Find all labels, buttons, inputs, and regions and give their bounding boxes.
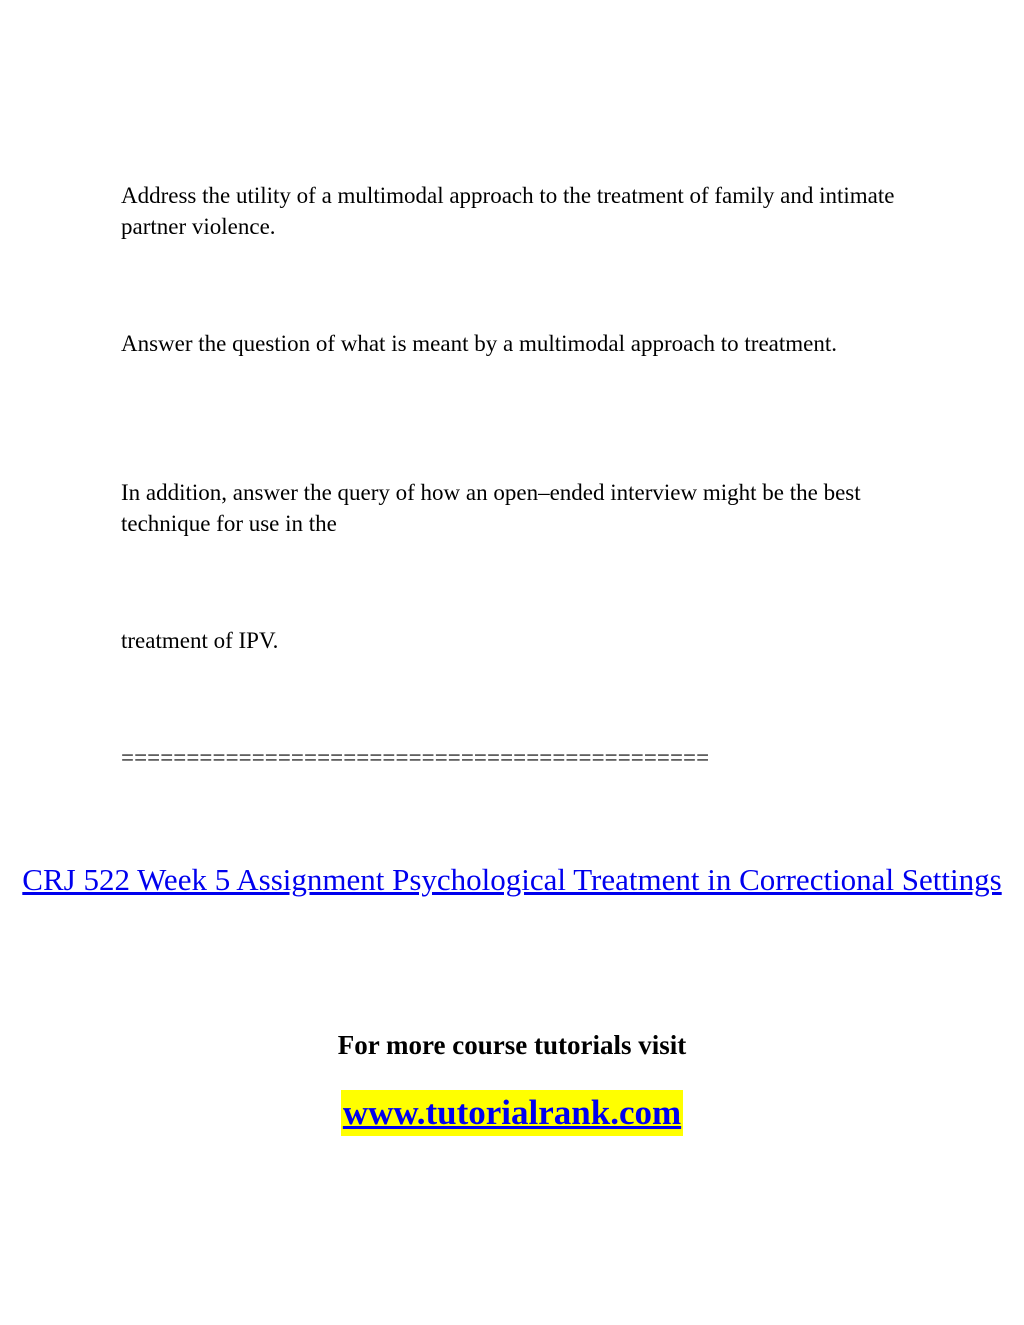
course-title-link[interactable]: CRJ 522 Week 5 Assignment Psychological Treatment in Correctional Settings <box>22 862 1002 897</box>
paragraph-open-ended-interview: In addition, answer the query of how an open–ended interview might be the best technique for use in the <box>121 480 861 536</box>
paragraph-multimodal-utility: Address the utility of a multimodal approach to the treatment of family and intimate partner violence. <box>121 183 895 239</box>
site-link-container <box>0 1090 1024 1136</box>
separator-line: ============================================= <box>121 745 710 770</box>
tutorials-call-to-action: For more course tutorials visit <box>337 1030 687 1060</box>
website-link[interactable]: www.tutorialrank.com <box>341 1090 683 1136</box>
paragraph-treatment-ipv: treatment of IPV. <box>121 628 279 653</box>
paragraph-multimodal-definition: Answer the question of what is meant by a multimodal approach to treatment. <box>121 331 838 356</box>
